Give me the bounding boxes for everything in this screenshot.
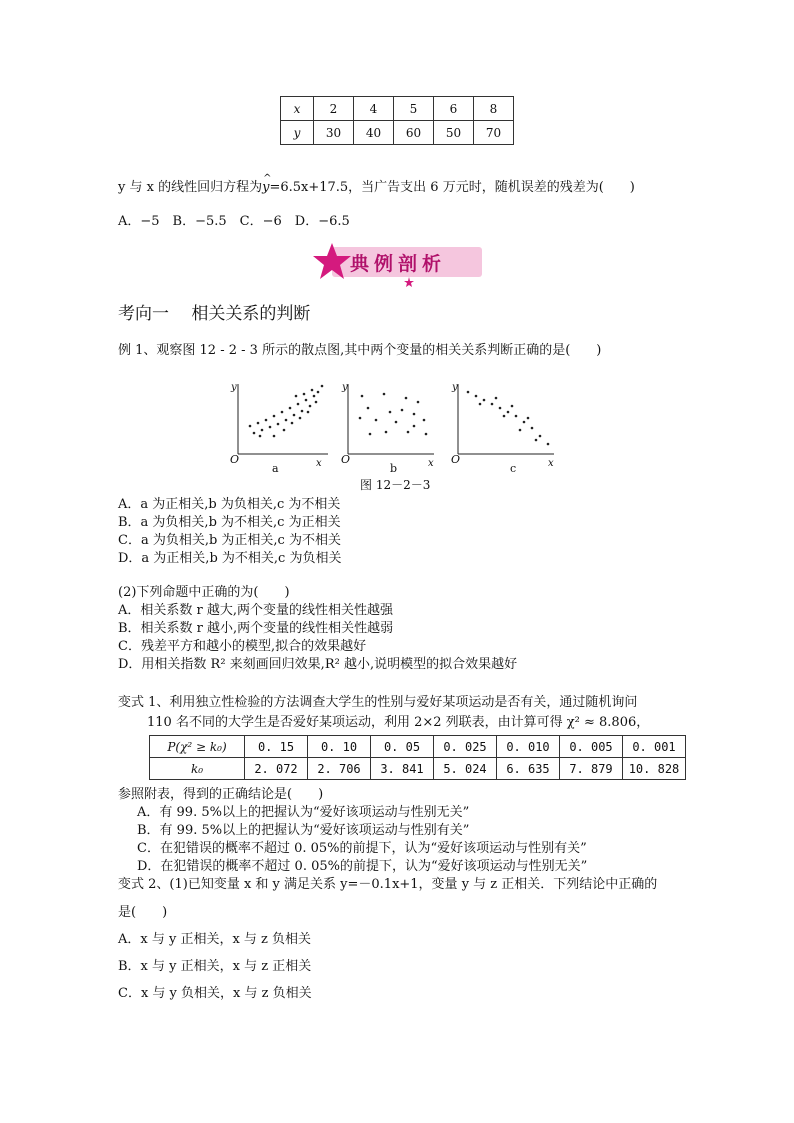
table-cell: 4: [354, 97, 394, 121]
option-a: A．a 为正相关,b 为负相关,c 为不相关: [118, 497, 341, 512]
axis-label-origin: O: [451, 453, 461, 466]
q2-option-d: D．用相关指数 R² 来刻画回归效果,R² 越小,说明模型的拟合效果越好: [118, 657, 518, 672]
scatter-plot-c: [450, 378, 560, 470]
variant1-option-a: A．有 99. 5%以上的把握认为“爱好该项运动与性别无关”: [137, 805, 470, 820]
regression-text-2: =6.5x+17.5，当广告支出 6 万元时，随机误差的残差为( ): [269, 180, 635, 195]
table-cell: 0. 05: [371, 736, 434, 758]
small-star-icon: [404, 277, 414, 287]
y-var: y: [262, 180, 270, 195]
table-cell: 0. 001: [623, 736, 686, 758]
variant2-line1: 变式 2、(1)已知变量 x 和 y 满足关系 y=－0.1x+1，变量 y 与 z 正相关．下列结论中正确的: [118, 877, 658, 892]
axis-label-y: y: [452, 382, 458, 393]
table-cell: 70: [474, 121, 514, 145]
xy-data-table: [280, 96, 514, 145]
variant1-line1: 变式 1、利用独立性检验的方法调查大学生的性别与爱好某项运动是否有关，通过随机询问: [118, 695, 638, 710]
table-cell: 2. 072: [245, 758, 308, 780]
q2-option-c: C．残差平方和越小的模型,拟合的效果越好: [118, 639, 367, 654]
regression-text-1: y 与 x 的线性回归方程为: [118, 180, 263, 195]
star-icon: [310, 240, 354, 284]
example-banner: [310, 240, 485, 286]
variant1-option-b: B．有 99. 5%以上的把握认为“爱好该项运动与性别有关”: [137, 823, 470, 838]
q2-question: (2)下列命题中正确的为( ): [118, 585, 290, 600]
table-cell: P(χ² ≥ k₀): [150, 736, 245, 758]
table-cell: 3. 841: [371, 758, 434, 780]
option-d: D．a 为正相关,b 为不相关,c 为负相关: [118, 551, 342, 566]
chi-square-table: [149, 735, 686, 780]
option-b: B．a 为负相关,b 为不相关,c 为正相关: [118, 515, 341, 530]
variant1-option-d: D．在犯错误的概率不超过 0. 05%的前提下，认为“爱好该项运动与性别无关”: [137, 859, 588, 874]
axis-label-x: x: [548, 458, 554, 469]
variant1-line2: 110 名不同的大学生是否爱好某项运动，利用 2×2 列联表，由计算可得 χ² ≈ 8.806，: [147, 715, 650, 730]
example1-question: 例 1、观察图 12 - 2 - 3 所示的散点图,其中两个变量的相关关系判断正确的是( ): [118, 343, 602, 358]
table-cell: 5: [394, 97, 434, 121]
table-cell: y: [281, 121, 314, 145]
regression-options: A．−5 B．−5.5 C．−6 D．−6.5: [118, 214, 350, 229]
axis-label-y: y: [342, 382, 348, 393]
axis-label-x: x: [316, 458, 322, 469]
y-hat: [262, 173, 272, 195]
scatter-plot-b: [340, 378, 440, 470]
plot-label-b: b: [390, 462, 398, 475]
variant2-option-c: C．x 与 y 负相关，x 与 z 负相关: [118, 986, 312, 1001]
axis-label-y: y: [231, 382, 237, 393]
points-b: [359, 393, 428, 436]
table-cell: 6. 635: [497, 758, 560, 780]
plot-label-a: a: [272, 462, 279, 475]
regression-question: [118, 173, 635, 196]
table-cell: 2: [314, 97, 354, 121]
q2-option-b: B．相关系数 r 越小,两个变量的线性相关性越弱: [118, 621, 394, 636]
points-c: [467, 391, 550, 446]
figure-caption: 图 12－2－3: [360, 478, 431, 492]
points-a: [249, 385, 324, 438]
table-cell: 40: [354, 121, 394, 145]
variant1-after: 参照附表，得到的正确结论是( ): [118, 787, 324, 802]
variant2-line2: 是( ): [118, 905, 168, 920]
table-cell: x: [281, 97, 314, 121]
table-cell: 30: [314, 121, 354, 145]
hat-symbol: ^: [263, 173, 272, 184]
table-cell: 0. 15: [245, 736, 308, 758]
table-cell: 2. 706: [308, 758, 371, 780]
table-row: [150, 758, 686, 780]
table-cell: 60: [394, 121, 434, 145]
variant2-option-b: B．x 与 y 正相关，x 与 z 正相关: [118, 959, 312, 974]
table-cell: 0. 10: [308, 736, 371, 758]
banner-title: 典例剖析: [350, 253, 447, 275]
table-row: [281, 97, 514, 121]
table-cell: 8: [474, 97, 514, 121]
table-cell: 6: [434, 97, 474, 121]
axis-label-origin: O: [230, 453, 240, 466]
variant2-option-a: A．x 与 y 正相关，x 与 z 负相关: [118, 932, 312, 947]
section-title: 考向一 相关关系的判断: [118, 304, 311, 324]
q2-option-a: A．相关系数 r 越大,两个变量的线性相关性越强: [118, 603, 393, 618]
table-row: [150, 736, 686, 758]
table-cell: 50: [434, 121, 474, 145]
table-cell: 0. 025: [434, 736, 497, 758]
plot-label-c: c: [510, 462, 517, 475]
axis-label-origin: O: [341, 453, 351, 466]
option-c: C．a 为负相关,b 为正相关,c 为不相关: [118, 533, 341, 548]
table-cell: 5. 024: [434, 758, 497, 780]
variant1-option-c: C．在犯错误的概率不超过 0. 05%的前提下，认为“爱好该项运动与性别有关”: [137, 841, 587, 856]
table-cell: 0. 005: [560, 736, 623, 758]
axis-label-x: x: [428, 458, 434, 469]
table-row: [281, 121, 514, 145]
table-cell: 10. 828: [623, 758, 686, 780]
table-cell: k₀: [150, 758, 245, 780]
table-cell: 7. 879: [560, 758, 623, 780]
table-cell: 0. 010: [497, 736, 560, 758]
